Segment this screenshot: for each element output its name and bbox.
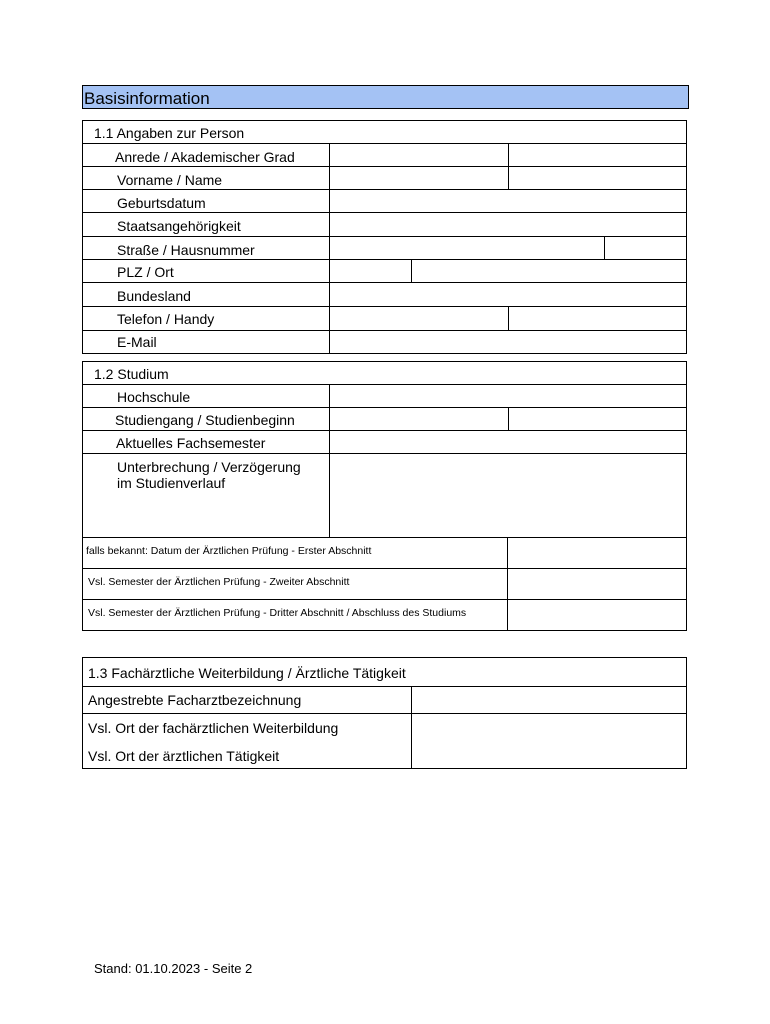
zweiter-abschnitt-field[interactable] <box>508 569 687 599</box>
label-anrede: Anrede / Akademischer Grad <box>115 149 295 165</box>
label-facharztbezeichnung: Angestrebte Facharztbezeichnung <box>88 692 302 708</box>
label-studiengang: Studiengang / Studienbeginn <box>115 412 295 428</box>
handy-field[interactable] <box>509 307 687 330</box>
label-telefon: Telefon / Handy <box>117 311 215 327</box>
label-zweiter-abschnitt: Vsl. Semester der Ärztlichen Prüfung - Zweiter Abschnitt <box>88 576 350 588</box>
label-unterbrechung-line2: im Studienverlauf <box>117 475 226 491</box>
akademischer-grad-field[interactable] <box>509 144 687 166</box>
staatsangehoerigkeit-field[interactable] <box>330 213 687 236</box>
dritter-abschnitt-field[interactable] <box>508 600 687 631</box>
studienbeginn-field[interactable] <box>509 408 687 430</box>
page-title: Basisinformation <box>82 85 689 109</box>
label-strasse: Straße / Hausnummer <box>117 242 255 258</box>
section-studium-title: 1.2 Studium <box>94 366 169 382</box>
label-fachsemester: Aktuelles Fachsemester <box>116 435 266 451</box>
vorname-field[interactable] <box>330 167 508 189</box>
telefon-field[interactable] <box>330 307 508 330</box>
hochschule-field[interactable] <box>330 385 687 407</box>
ort-field[interactable] <box>412 260 687 282</box>
label-erster-abschnitt: falls bekannt: Datum der Ärztlichen Prüfung - Erster Abschnitt <box>86 545 372 557</box>
bundesland-field[interactable] <box>330 283 687 306</box>
label-ort-weiterbildung: Vsl. Ort der fachärztlichen Weiterbildung <box>88 720 339 736</box>
erster-abschnitt-field[interactable] <box>508 538 687 568</box>
hausnummer-field[interactable] <box>605 237 687 259</box>
strasse-field[interactable] <box>330 237 604 259</box>
unterbrechung-field[interactable] <box>330 454 687 537</box>
geburtsdatum-field[interactable] <box>330 190 687 212</box>
label-dritter-abschnitt: Vsl. Semester der Ärztlichen Prüfung - Dritter Abschnitt / Abschluss des Studiums <box>88 607 467 619</box>
label-geburtsdatum: Geburtsdatum <box>117 195 206 211</box>
fachsemester-field[interactable] <box>330 431 687 453</box>
anrede-field[interactable] <box>330 144 508 166</box>
label-vorname-name: Vorname / Name <box>117 172 223 188</box>
plz-field[interactable] <box>330 260 411 282</box>
email-field[interactable] <box>330 331 687 354</box>
label-ort-taetigkeit: Vsl. Ort der ärztlichen Tätigkeit <box>88 748 280 764</box>
studiengang-field[interactable] <box>330 408 508 430</box>
page-footer: Stand: 01.10.2023 - Seite 2 <box>94 961 253 976</box>
label-hochschule: Hochschule <box>117 389 191 405</box>
section-person-title: 1.1 Angaben zur Person <box>94 125 245 141</box>
label-email: E-Mail <box>117 334 157 350</box>
ort-weiterbildung-taetigkeit-field[interactable] <box>412 714 687 769</box>
facharztbezeichnung-field[interactable] <box>412 687 687 713</box>
label-unterbrechung-line1: Unterbrechung / Verzögerung <box>117 459 301 475</box>
label-bundesland: Bundesland <box>117 288 191 304</box>
label-plz-ort: PLZ / Ort <box>117 264 174 280</box>
name-field[interactable] <box>509 167 687 189</box>
label-staatsangehoerigkeit: Staatsangehörigkeit <box>117 218 241 234</box>
section-weiterbildung-title: 1.3 Fachärztliche Weiterbildung / Ärztliche Tätigkeit <box>88 665 406 681</box>
